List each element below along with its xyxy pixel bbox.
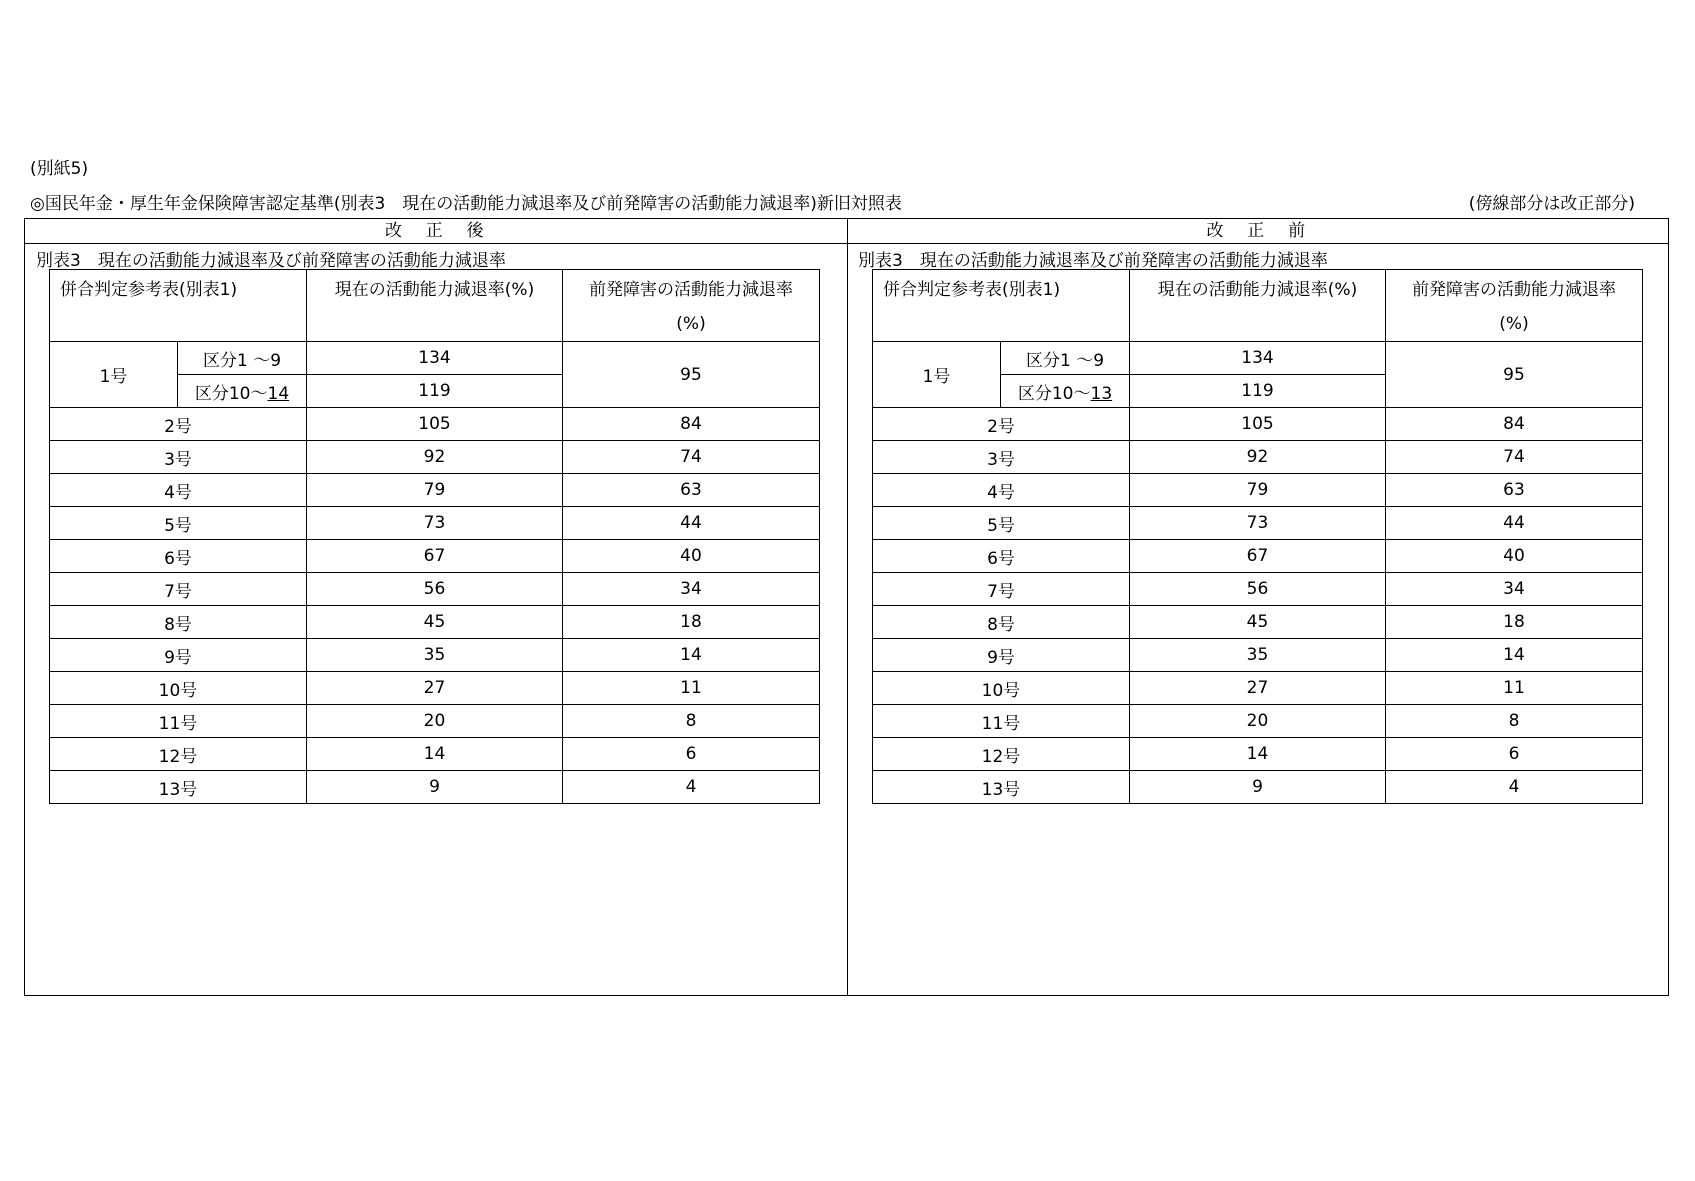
grade-cell: 12号	[873, 738, 1130, 771]
prior-rate-cell: 4	[563, 771, 820, 804]
current-rate-cell: 27	[1130, 672, 1386, 705]
current-rate-cell: 73	[307, 507, 563, 540]
prior-rate-cell: 63	[1386, 474, 1643, 507]
current-rate-cell: 56	[1130, 573, 1386, 606]
table-row	[50, 639, 820, 672]
table-row	[873, 771, 1643, 804]
prior-rate-cell: 74	[1386, 441, 1643, 474]
table-row	[873, 342, 1643, 375]
panel-heading: 改 正 後	[25, 219, 847, 244]
grade-cell: 12号	[50, 738, 307, 771]
current-rate-cell: 35	[307, 639, 563, 672]
grade-cell: 13号	[50, 771, 307, 804]
rate-table-body	[873, 270, 1643, 804]
table-row	[873, 507, 1643, 540]
prior-rate-cell: 95	[1386, 342, 1643, 408]
grade-cell: 5号	[873, 507, 1130, 540]
original-value: 13	[1090, 383, 1113, 404]
prior-rate-cell: 6	[563, 738, 820, 771]
current-rate-cell: 119	[307, 375, 563, 408]
grade-cell: 5号	[50, 507, 307, 540]
underline-note: (傍線部分は改正部分)	[1468, 194, 1635, 214]
current-rate-cell: 73	[1130, 507, 1386, 540]
grade-cell: 8号	[50, 606, 307, 639]
table-row	[873, 639, 1643, 672]
prior-rate-cell: 8	[1386, 705, 1643, 738]
current-rate-cell: 105	[1130, 408, 1386, 441]
table-row	[873, 540, 1643, 573]
header-current-rate: 現在の活動能力減退率(%)	[1130, 270, 1386, 342]
current-rate-cell: 35	[1130, 639, 1386, 672]
subgrade-prefix: 区分10～	[1017, 383, 1091, 404]
prior-rate-cell: 34	[563, 573, 820, 606]
current-rate-cell: 79	[1130, 474, 1386, 507]
comparison-table	[24, 218, 1669, 996]
grade-cell: 9号	[873, 639, 1130, 672]
grade-cell: 3号	[50, 441, 307, 474]
current-rate-cell: 67	[307, 540, 563, 573]
current-rate-cell: 105	[307, 408, 563, 441]
grade-cell: 2号	[873, 408, 1130, 441]
table-row	[873, 738, 1643, 771]
prior-rate-cell: 63	[563, 474, 820, 507]
header-prior-rate-line2: (%)	[1499, 314, 1529, 334]
current-rate-cell: 14	[1130, 738, 1386, 771]
grade-cell: 10号	[873, 672, 1130, 705]
prior-rate-cell: 44	[1386, 507, 1643, 540]
panel-heading: 改 正 前	[847, 219, 1668, 244]
header-prior-rate	[563, 270, 820, 342]
table-row	[873, 672, 1643, 705]
table-row	[50, 408, 820, 441]
table-row	[50, 771, 820, 804]
current-rate-cell: 67	[1130, 540, 1386, 573]
grade-cell: 1号	[50, 342, 178, 408]
current-rate-cell: 9	[307, 771, 563, 804]
header-prior-rate-line2: (%)	[676, 314, 706, 334]
current-rate-cell: 20	[1130, 705, 1386, 738]
grade-cell: 6号	[873, 540, 1130, 573]
table-row	[50, 573, 820, 606]
prior-rate-cell: 18	[1386, 606, 1643, 639]
subgrade-cell	[1001, 375, 1130, 408]
grade-cell: 11号	[873, 705, 1130, 738]
current-rate-cell: 134	[307, 342, 563, 375]
prior-rate-cell: 40	[1386, 540, 1643, 573]
prior-rate-cell: 95	[563, 342, 820, 408]
current-rate-cell: 27	[307, 672, 563, 705]
table-row	[50, 441, 820, 474]
prior-rate-cell: 14	[1386, 639, 1643, 672]
current-rate-cell: 20	[307, 705, 563, 738]
rate-table	[49, 269, 820, 804]
prior-rate-cell: 11	[563, 672, 820, 705]
panel-before	[847, 219, 1668, 995]
prior-rate-cell: 74	[563, 441, 820, 474]
prior-rate-cell: 84	[563, 408, 820, 441]
prior-rate-cell: 18	[563, 606, 820, 639]
current-rate-cell: 79	[307, 474, 563, 507]
grade-cell: 8号	[873, 606, 1130, 639]
table-row	[50, 474, 820, 507]
attachment-label: (別紙5)	[30, 159, 89, 179]
header-row	[873, 270, 1643, 342]
grade-cell: 11号	[50, 705, 307, 738]
current-rate-cell: 45	[1130, 606, 1386, 639]
table-row	[873, 408, 1643, 441]
table-row	[873, 606, 1643, 639]
header-prior-rate-line1: 前発障害の活動能力減退率	[589, 280, 793, 300]
current-rate-cell: 9	[1130, 771, 1386, 804]
table-row	[873, 474, 1643, 507]
current-rate-cell: 92	[307, 441, 563, 474]
grade-cell: 6号	[50, 540, 307, 573]
current-rate-cell: 14	[307, 738, 563, 771]
table-row	[50, 540, 820, 573]
current-rate-cell: 134	[1130, 342, 1386, 375]
grade-cell: 4号	[873, 474, 1130, 507]
header-combined-grade: 併合判定参考表(別表1)	[873, 270, 1130, 342]
subgrade-cell: 区分1 ～9	[178, 342, 307, 375]
rate-table-body	[50, 270, 820, 804]
table-row	[50, 672, 820, 705]
prior-rate-cell: 8	[563, 705, 820, 738]
header-current-rate: 現在の活動能力減退率(%)	[307, 270, 563, 342]
header-prior-rate	[1386, 270, 1643, 342]
table-row	[873, 573, 1643, 606]
table-row	[50, 705, 820, 738]
subgrade-cell: 区分1 ～9	[1001, 342, 1130, 375]
grade-cell: 1号	[873, 342, 1001, 408]
grade-cell: 4号	[50, 474, 307, 507]
rate-table	[872, 269, 1643, 804]
grade-cell: 13号	[873, 771, 1130, 804]
prior-rate-cell: 40	[563, 540, 820, 573]
current-rate-cell: 56	[307, 573, 563, 606]
prior-rate-cell: 4	[1386, 771, 1643, 804]
table-row	[50, 507, 820, 540]
table-row	[50, 738, 820, 771]
table-row	[873, 705, 1643, 738]
table-row	[50, 606, 820, 639]
prior-rate-cell: 84	[1386, 408, 1643, 441]
prior-rate-cell: 11	[1386, 672, 1643, 705]
table-title: 別表3 現在の活動能力減退率及び前発障害の活動能力減退率	[36, 251, 506, 271]
document-title: ◎国民年金・厚生年金保険障害認定基準(別表3 現在の活動能力減退率及び前発障害の活動能力減退率)新旧対照表	[30, 194, 902, 214]
header-row	[50, 270, 820, 342]
grade-cell: 3号	[873, 441, 1130, 474]
prior-rate-cell: 6	[1386, 738, 1643, 771]
grade-cell: 9号	[50, 639, 307, 672]
current-rate-cell: 119	[1130, 375, 1386, 408]
grade-cell: 10号	[50, 672, 307, 705]
grade-cell: 2号	[50, 408, 307, 441]
panel-after	[25, 219, 848, 995]
revised-value: 14	[267, 383, 290, 404]
header-combined-grade: 併合判定参考表(別表1)	[50, 270, 307, 342]
subgrade-cell	[178, 375, 307, 408]
grade-cell: 7号	[873, 573, 1130, 606]
subgrade-prefix: 区分10～	[194, 383, 268, 404]
table-row	[873, 441, 1643, 474]
current-rate-cell: 92	[1130, 441, 1386, 474]
current-rate-cell: 45	[307, 606, 563, 639]
header-prior-rate-line1: 前発障害の活動能力減退率	[1412, 280, 1616, 300]
table-row	[50, 342, 820, 375]
prior-rate-cell: 44	[563, 507, 820, 540]
table-title: 別表3 現在の活動能力減退率及び前発障害の活動能力減退率	[858, 251, 1328, 271]
grade-cell: 7号	[50, 573, 307, 606]
prior-rate-cell: 14	[563, 639, 820, 672]
prior-rate-cell: 34	[1386, 573, 1643, 606]
